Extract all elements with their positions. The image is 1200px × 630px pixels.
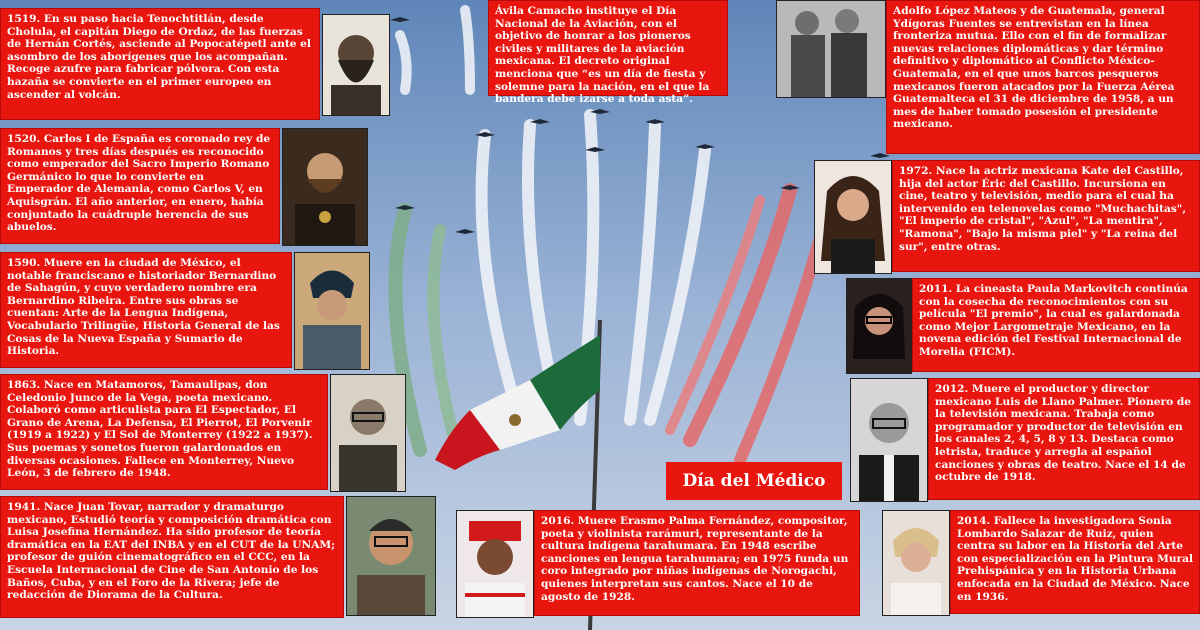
entry-2016-text: 2016. Muere Erasmo Palma Fernández, compositor, poeta y violinista rarámuri, representante de la cultura indígena tarahumara. En 1948 escribe canciones en lengua tarahumara; en 1975 funda un coro integrado por niñas indígenas de Norogachi, quienes interpretan sus cantos. Nace el 10 de agosto de 1928. (541, 515, 849, 603)
portrait-bernardino-de-sahagun (294, 252, 370, 370)
photo-lopez-mateos-meeting (776, 0, 886, 98)
entry-conflicto-guatemala (886, 0, 1200, 154)
entry-1590-text: 1590. Muere en la ciudad de México, el notable franciscano e historiador Bernardino de Sahagún, y cuyo verdadero nombre era Bernardino Ribeira. Entre sus obras se cuentan: Arte de la Lengua Indígena, Vocabulario Trilingüe, Historia General de las Cosas de la Nueva España y Sumario de Historia. (7, 257, 280, 358)
entry-dia-aviacion (488, 0, 728, 106)
entry-1519-text: 1519. En su paso hacia Tenochtitlán, desde Cholula, el capitán Diego de Ordaz, de las fuerzas de Hernán Cortés, asciende al Popocatépetl ante el asombro de los aborígenes que los acompañan. Recoge azufre para fabricar pólvora. Con esta hazaña se convierte en el primer europeo en ascender al volcán. (7, 13, 311, 101)
entry-1941 (0, 496, 344, 618)
entry-dia-aviacion-text: Ávila Camacho instituye el Día Nacional de la Aviación, con el objetivo de honrar a los pioneros civiles y militares de la aviación mexicana. El decreto original menciona que “es un día de fiesta y solemne para la nación, en el que la bandera debe izarse a toda asta”. (495, 5, 710, 106)
entry-1519 (0, 8, 320, 120)
entry-conflicto-guatemala-text: Adolfo López Mateos y de Guatemala, general Ydígoras Fuentes se entrevistan en la línea fronteriza mutua. Ello con el fin de formalizar nuevas relaciones diplomáticas y dar término definitivo y diplomático al Conflicto México-Guatemala, en el que unos barcos pesqueros mexicanos fueron atacados por la Fuerza Aérea Guatemalteca el 31 de diciembre de 1958, a un mes de haber tomado posesión el presidente mexicano. (893, 5, 1175, 131)
portrait-carlos-v (282, 128, 368, 246)
entry-1972 (892, 160, 1200, 272)
dia-del-medico-banner (666, 462, 842, 500)
entry-2012-text: 2012. Muere el productor y director mexicano Luis de Llano Palmer. Pionero de la televisión mexicana. Trabaja como programador y productor de televisión en los canales 2, 4, 5, 8 y 13. Destaca como letrista, traduce y arregla al español canciones y obras de teatro. Nace el 14 de octubre de 1918. (935, 383, 1192, 484)
portrait-celedonio-junco (330, 374, 406, 492)
entry-1863-text: 1863. Nace en Matamoros, Tamaulipas, don Celedonio Junco de la Vega, poeta mexicano. Colaboró como articulista para El Espectador, El Grano de Arena, La Defensa, El Pierrot, El Porvenir (1919 a 1922) y El Sol de Monterrey (1922 a 1937). Sus poemas y sonetos fueron galardonados en diversas ocasiones. Fallece en Monterrey, Nuevo León, 3 de febrero de 1948. (7, 379, 313, 480)
portrait-erasmo-palma (456, 510, 534, 618)
dia-del-medico-label: Día del Médico (682, 471, 826, 491)
entry-2011-text: 2011. La cineasta Paula Markovitch continúa con la cosecha de reconocimientos con su película "El premio", la cual es galardonada como Mejor Largometraje Mexicano, en la novena edición del Festival Internacional de Morelia (FICM). (919, 283, 1188, 358)
portrait-paula-markovitch (846, 278, 912, 374)
entry-1520-text: 1520. Carlos I de España es coronado rey de Romanos y tres días después es reconocido como emperador del Sacro Imperio Romano Germánico lo que lo convierte en Emperador de Alemania, como Carlos V, en Aquisgrán. El año anterior, en enero, había conjuntado la cuádruple herencia de sus abuelos. (7, 133, 271, 234)
portrait-juan-tovar (346, 496, 436, 616)
entry-1590 (0, 252, 292, 368)
entry-1972-text: 1972. Nace la actriz mexicana Kate del Castillo, hija del actor Éric del Castillo. Incursiona en cine, teatro y televisión, medio para el cual ha intervenido en telenovelas como "Muchachitas", "El imperio de cristal", "Azul", "La mentira", "Ramona", "Bajo la misma piel" y "La reina del sur", entre otras. (899, 165, 1187, 253)
entry-2011 (912, 278, 1200, 372)
entry-2016 (534, 510, 860, 616)
entry-2014-text: 2014. Fallece la investigadora Sonia Lombardo Salazar de Ruiz, quien centra su labor en la Historia del Arte con especialización en la Pintura Mural Prehispánica y en la Historia Urbana enfocada en la Ciudad de México. Nace en 1936. (957, 515, 1193, 603)
entry-1520 (0, 128, 280, 244)
portrait-luis-de-llano (850, 378, 928, 502)
entry-1863 (0, 374, 328, 490)
portrait-sonia-lombardo (882, 510, 950, 616)
entry-1941-text: 1941. Nace Juan Tovar, narrador y dramaturgo mexicano, Estudió teoría y composición dramática con Luisa Josefina Hernández. Ha sido profesor de teoría dramática en la EAT del INBA y en el CUT de la UNAM; profesor de guión cinematográfico en el CCC, en la Escuela Internacional de Cine de San Antonio de los Baños, Cuba, y en el Foro de la Rivera; jefe de redacción de Diorama de la Cultura. (7, 501, 336, 602)
portrait-kate-del-castillo (814, 160, 892, 274)
portrait-diego-de-ordaz (322, 14, 390, 116)
entry-2014 (950, 510, 1200, 614)
entry-2012 (928, 378, 1200, 500)
